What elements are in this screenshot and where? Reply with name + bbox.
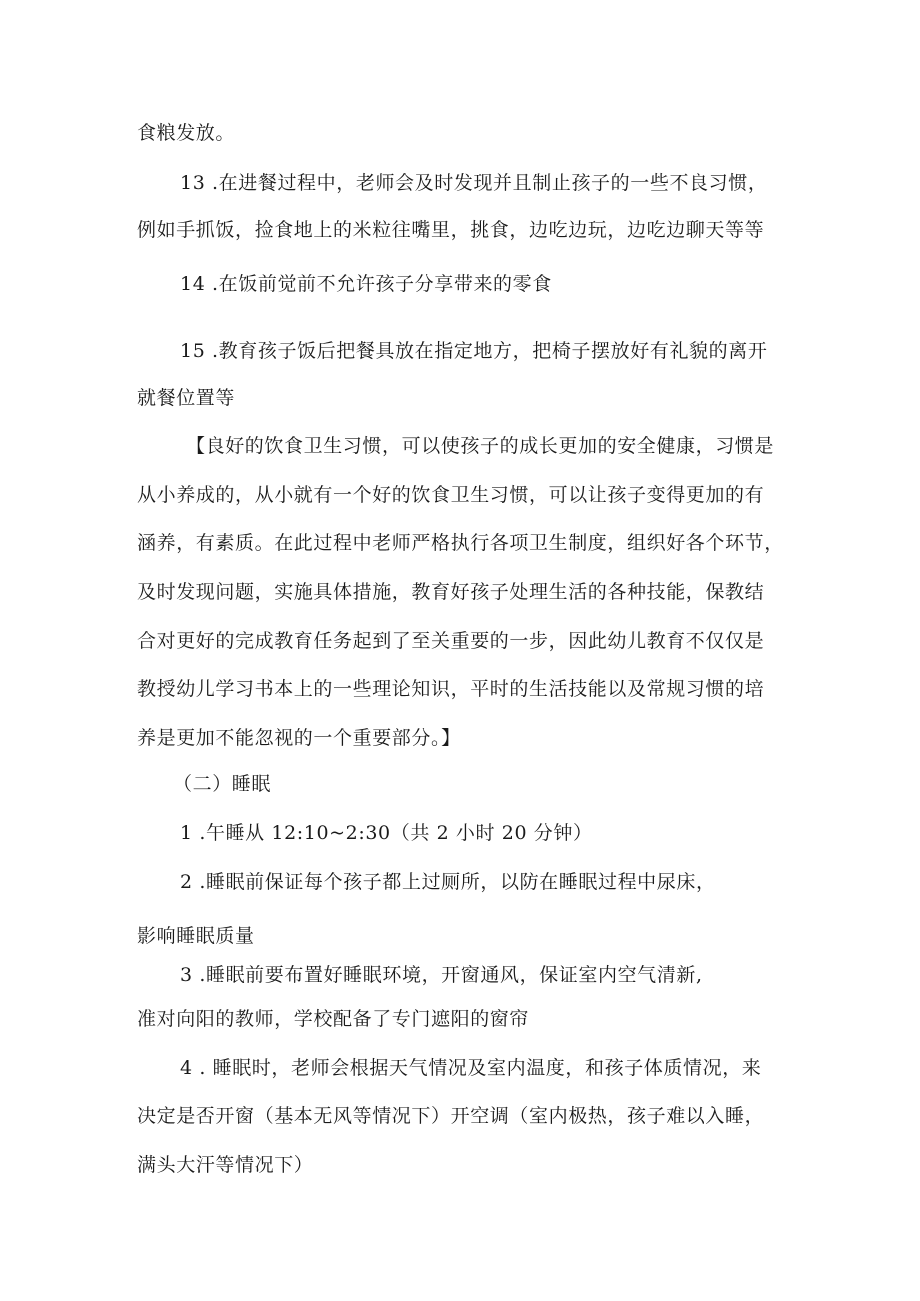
section-heading-sleep: （二）睡眠 (173, 773, 272, 795)
list-item-4: 4 . 睡眠时，老师会根据天气情况及室内温度，和孩子体质情况，来 (180, 1057, 762, 1079)
summary-paragraph-line: 从小养成的，从小就有一个好的饮食卫生习惯，可以让孩子变得更加的有 (137, 484, 765, 506)
list-item-14: 14 .在饭前觉前不允许孩子分享带来的零食 (180, 273, 552, 295)
summary-paragraph-line: 及时发现问题，实施具体措施，教育好孩子处理生活的各种技能，保教结 (137, 581, 765, 603)
summary-paragraph-line: 合对更好的完成教育任务起到了至关重要的一步，因此幼儿教育不仅仅是 (137, 630, 765, 652)
text-line: 满头大汗等情况下） (137, 1154, 314, 1176)
text-line: 决定是否开窗（基本无风等情况下）开空调（室内极热，孩子难以入睡， (137, 1105, 765, 1127)
summary-paragraph-line: 涵养，有素质。在此过程中老师严格执行各项卫生制度，组织好各个环节， (137, 532, 784, 554)
text-line: 影响睡眠质量 (137, 925, 255, 947)
list-item-15: 15 .教育孩子饭后把餐具放在指定地方，把椅子摆放好有礼貌的离开 (180, 340, 768, 362)
list-item-3: 3 .睡眠前要布置好睡眠环境，开窗通风，保证室内空气清新, (180, 964, 703, 986)
list-item-13: 13 .在进餐过程中，老师会及时发现并且制止孩子的一些不良习惯， (180, 172, 768, 194)
text-line: 食粮发放。 (137, 122, 236, 144)
text-line: 例如手抓饭，捡食地上的米粒往嘴里，挑食，边吃边玩，边吃边聊天等等 (137, 219, 765, 241)
summary-paragraph-line: 养是更加不能忽视的一个重要部分。】 (137, 727, 461, 749)
list-item-1: 1 .午睡从 12:10~2:30（共 2 小时 20 分钟） (180, 822, 593, 844)
list-item-2: 2 .睡眠前保证每个孩子都上过厕所，以防在睡眠过程中尿床， (180, 871, 716, 893)
text-line: 就餐位置等 (137, 387, 236, 409)
summary-paragraph-line: 【良好的饮食卫生习惯，可以使孩子的成长更加的安全健康，习惯是 (186, 435, 775, 457)
text-line: 准对向阳的教师，学校配备了专门遮阳的窗帘 (137, 1008, 530, 1030)
summary-paragraph-line: 教授幼儿学习书本上的一些理论知识，平时的生活技能以及常规习惯的培 (137, 678, 765, 700)
